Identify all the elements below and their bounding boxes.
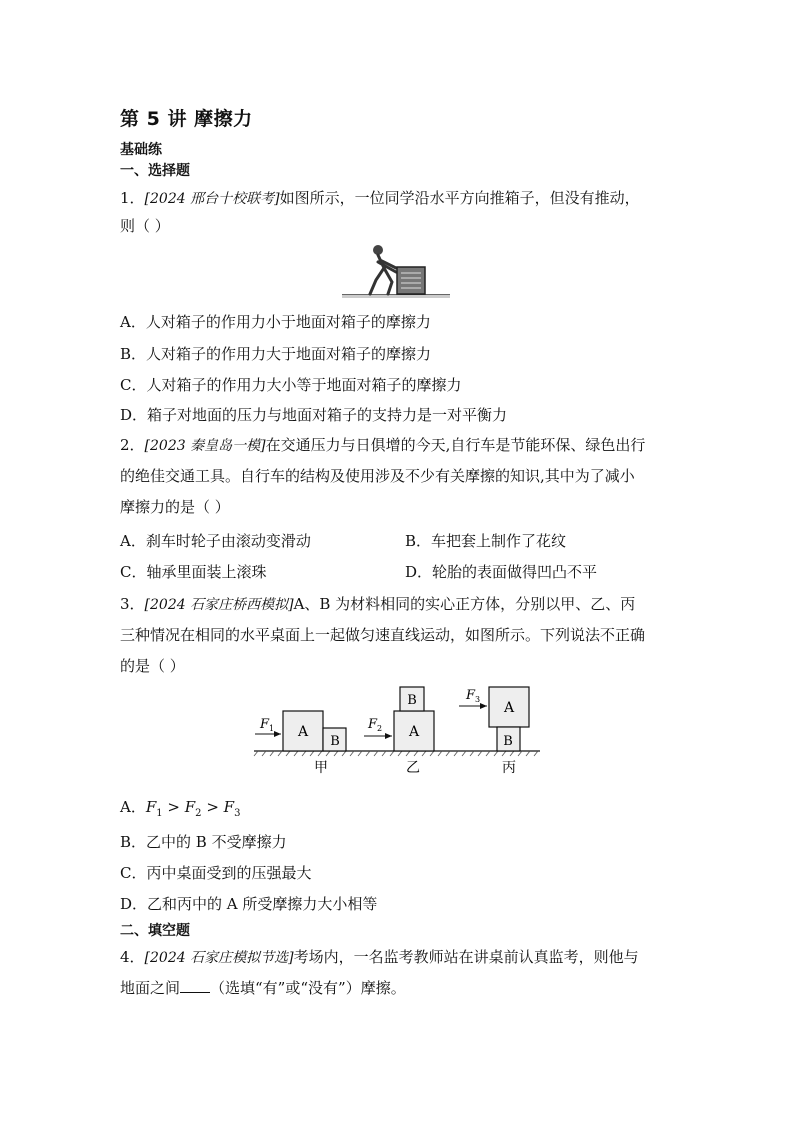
q1-option-c: C．人对箱子的作用力大小等于地面对箱子的摩擦力 [120,376,462,394]
q1-option-a: A．人对箱子的作用力小于地面对箱子的摩擦力 [120,313,431,331]
answer-blank[interactable] [180,980,210,993]
svg-text:B: B [503,734,513,749]
q3-line3: 的是（ ） [120,657,185,675]
svg-text:F: F [466,688,476,703]
q1-line1: 1．[2024 邢台十校联考]如图所示，一位同学沿水平方向推箱子，但没有推动， [120,189,640,207]
q1-figure-push-box [340,240,452,300]
svg-text:3: 3 [475,695,481,704]
q2-option-b: B．车把套上制作了花纹 [405,532,567,550]
page-title: 第 5 讲 摩擦力 [120,108,253,130]
svg-text:甲: 甲 [314,760,328,776]
q1-option-d: D．箱子对地面的压力与地面对箱子的支持力是一对平衡力 [120,406,508,424]
svg-text:B: B [407,693,417,708]
q4-source: [2024 石家庄模拟节选] [144,950,294,966]
svg-text:F: F [260,717,270,732]
q4-line1: 4．[2024 石家庄模拟节选]考场内，一名监考教师站在讲桌前认真监考，则他与 [120,948,639,966]
section-basic: 基础练 [120,142,162,158]
svg-text:2: 2 [377,724,383,733]
svg-text:丙: 丙 [502,760,516,776]
q3-source: [2024 石家庄桥西模拟] [144,597,294,613]
q3-line1: 3．[2024 石家庄桥西模拟]A、B 为材料相同的实心正方体，分别以甲、乙、丙 [120,595,636,613]
part1-heading: 一、选择题 [120,163,190,179]
svg-text:乙: 乙 [406,760,420,776]
svg-text:A: A [408,724,420,740]
svg-text:1: 1 [269,724,275,733]
q3-option-c: C．丙中桌面受到的压强最大 [120,864,312,882]
q4-line2: 地面之间 （选填“有”或“没有”）摩擦。 [120,979,406,997]
q2-option-d: D．轮胎的表面做得凹凸不平 [405,563,598,581]
q1-option-b: B．人对箱子的作用力大于地面对箱子的摩擦力 [120,345,432,363]
q2-option-c: C．轴承里面装上滚珠 [120,563,267,581]
q2-line3: 摩擦力的是（ ） [120,498,230,516]
q2-source: [2023 秦皇岛一模] [144,438,266,454]
q3-line2: 三种情况在相同的水平桌面上一起做匀速直线运动，如图所示。下列说法不正确 [120,626,646,644]
q1-line2: 则（ ） [120,217,170,235]
q2-line1: 2．[2023 秦皇岛一模]在交通压力与日俱增的今天,自行车是节能环保、绿色出行 [120,436,646,454]
ground-hatching [254,751,538,756]
q3-option-b: B．乙中的 B 不受摩擦力 [120,833,287,851]
svg-text:F: F [368,717,378,732]
part2-heading: 二、填空题 [120,923,190,939]
svg-text:A: A [503,700,515,716]
svg-text:A: A [297,724,309,740]
q3-option-d: D．乙和丙中的 A 所受摩擦力大小相等 [120,895,378,913]
q3-option-a: A．$F_1 > F_2 > F_3$ [120,798,241,819]
q1-source: [2024 邢台十校联考] [144,191,280,207]
svg-text:B: B [330,734,340,749]
q3-figure-blocks [250,682,550,780]
q2-option-a: A．刹车时轮子由滚动变滑动 [120,532,311,550]
q2-line2: 的绝佳交通工具。自行车的结构及使用涉及不少有关摩擦的知识,其中为了减小 [120,467,635,485]
